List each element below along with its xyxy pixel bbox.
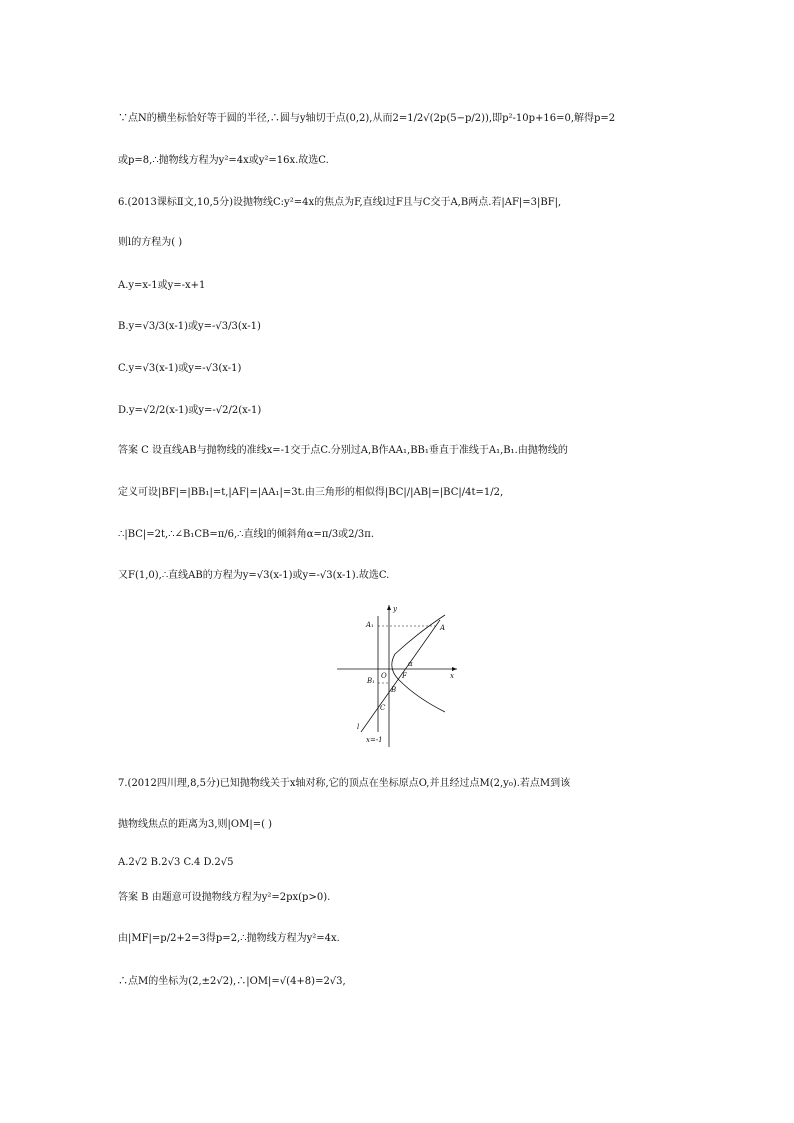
answer-7-line-2: 由|MF|=p/2+2=3得p=2,∴抛物线方程为y²=4x. [118,933,340,944]
label-b: B [391,686,397,694]
question-6-stem-cont: 则l的方程为( ) [118,237,183,248]
answer-6-line-1: 答案 C 设直线AB与抛物线的准线x=-1交于点C.分别过A,B作AA₁,BB₁垂直于准线于A₁,B₁.由抛物线的 [118,445,568,456]
text-line-1: ∵点N的横坐标恰好等于圆的半径,∴圆与y轴切于点(0,2),从而2=1/2√(2p(5−p/2)),即p²-10p+16=0,解得p=2 [118,113,616,124]
answer-7-line-1: 答案 B 由题意可设抛物线方程为y²=2px(p>0). [118,892,331,903]
question-6-stem: 6.(2013课标Ⅱ文,10,5分)设抛物线C:y²=4x的焦点为F,直线l过F且与C交于A,B两点.若|AF|=3|BF|, [118,197,562,208]
label-directrix: x=-1 [366,736,383,744]
label-y: y [393,605,397,613]
answer-6-line-4: 又F(1,0),∴直线AB的方程为y=√3(x-1)或y=-√3(x-1).故选C. [118,570,390,581]
label-alpha: α [408,660,413,668]
answer-6-line-2: 定义可设|BF|=|BB₁|=t,|AF|=|AA₁|=3t.由三角形的相似得|BC|/|AB|=|BC|/4t=1/2, [118,487,504,498]
text-line-2: 或p=8,∴抛物线方程为y²=4x或y²=16x.故选C. [118,155,329,166]
label-x: x [450,672,454,680]
question-7-options: A.2√2 B.2√3 C.4 D.2√5 [118,857,234,868]
option-6d: D.y=√2/2(x-1)或y=-√2/2(x-1) [118,405,262,416]
answer-6-line-3: ∴|BC|=2t,∴∠B₁CB=π/6,∴直线l的倾斜角α=π/3或2/3π. [118,529,375,540]
label-l: l [357,723,360,731]
option-6b: B.y=√3/3(x-1)或y=-√3/3(x-1) [118,321,261,332]
label-o: O [381,672,387,680]
label-f: F [402,672,407,680]
option-6a: A.y=x-1或y=-x+1 [118,280,206,291]
label-a: A [440,624,446,632]
question-7-stem-cont: 抛物线焦点的距离为3,则|OM|=( ) [118,819,273,830]
label-c: C [380,704,386,712]
label-a1: A₁ [366,621,374,629]
question-7-stem: 7.(2012四川理,8,5分)已知抛物线关于x轴对称,它的顶点在坐标原点O,并且经过点M(2,y₀).若点M到该 [118,778,571,789]
answer-7-line-3: ∴点M的坐标为(2,±2√2),∴|OM|=√(4+8)=2√3, [118,976,346,987]
label-b1: B₁ [367,677,375,685]
option-6c: C.y=√3(x-1)或y=-√3(x-1) [118,363,242,374]
parabola-figure [337,602,461,747]
